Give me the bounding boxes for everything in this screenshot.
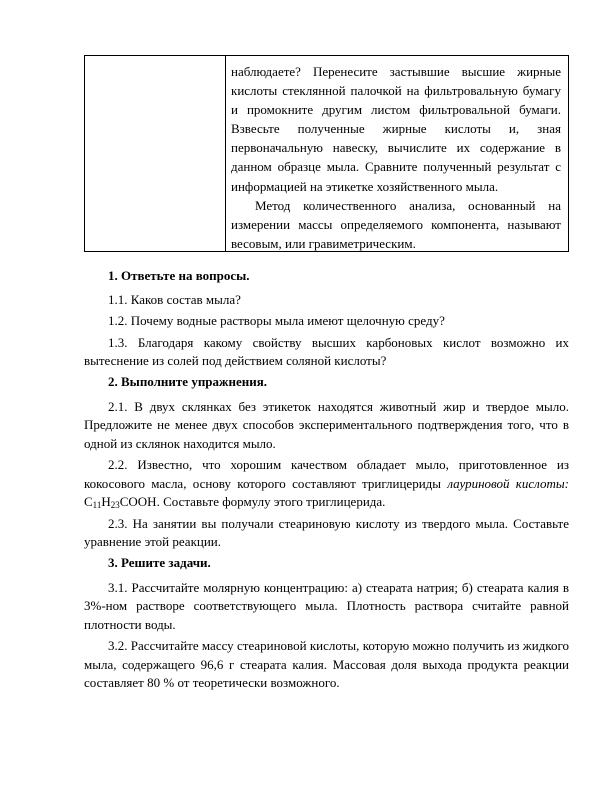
problem-3-2: 3.2. Рассчитайте массу стеариновой кислоты, которую можно получить из жидкого мыла, содержащего 96,6 г стеарата калия. Массовая доля выхода продукта реакции составляет 80 % от теоретически возможного.: [84, 638, 569, 690]
section-heading-problems: 3. Решите задачи.: [108, 555, 211, 570]
procedure-table: [84, 55, 569, 252]
question-1-1: 1.1. Каков состав мыла?: [108, 291, 241, 307]
exercise-2-2-text: 2.2. Известно, что хорошим качеством обладает мыло, приготовленное из кокосового масла, основу которого составляют триглицериды: [84, 457, 569, 491]
formula-sub-23: 23: [110, 500, 120, 510]
table-column-divider: [225, 56, 226, 251]
section-questions: [84, 267, 569, 371]
table-paragraph-1: наблюдаете? Перенесите застывшие высшие жирные кислоты стеклянной палочкой на фильтровальную бумагу и промокните другим листом фильтровальной бумаги. Взвесьте полученные жирные кислоты и, зная первоначальную навеску, вычислите их содержание в данном образце мыла. Сравните полученный результат с информацией на этикетке хозяйственного мыла.: [231, 64, 561, 194]
question-1-3: 1.3. Благодаря какому свойству высших карбоновых кислот возможно их вытеснение из солей под действием соляной кислоты?: [84, 334, 569, 368]
formula-sub-11: 11: [92, 500, 102, 510]
exercise-2-2: [84, 456, 569, 512]
table-paragraph-2: Метод количественного анализа, основанный на измерении массы определяемого компонента, называют весовым, или гравиметрическим.: [231, 197, 561, 251]
formula-h: H: [101, 494, 111, 509]
section-heading-questions: 1. Ответьте на вопросы.: [108, 268, 250, 283]
problem-3-1: 3.1. Рассчитайте молярную концентрацию: а) стеарата натрия; б) стеарата калия в 3%-ном растворе соответствующего мыла. Плотность раствора считайте равной плотности воды.: [84, 579, 569, 632]
section-problems: [84, 554, 569, 693]
question-1-2: 1.2. Почему водные растворы мыла имеют щелочную среду?: [108, 313, 445, 328]
section-exercises: [84, 373, 569, 552]
exercise-2-1: 2.1. В двух склянках без этикеток находятся животный жир и твердое мыло. Предложите не менее двух способов экспериментального подтверждения того, что в одной из склянок находится мыло.: [84, 398, 569, 451]
formula-c: C: [84, 494, 93, 509]
lauric-acid-term: лауриновой кислоты:: [447, 475, 569, 491]
exercise-2-2-end: COOH. Составьте формулу этого триглицерида.: [119, 494, 386, 509]
section-heading-exercises: 2. Выполните упражнения.: [108, 374, 267, 389]
exercise-2-3: 2.3. На занятии вы получали стеариновую кислоту из твердого мыла. Составьте уравнение этой реакции.: [84, 515, 569, 549]
table-cell-text: [231, 62, 561, 253]
